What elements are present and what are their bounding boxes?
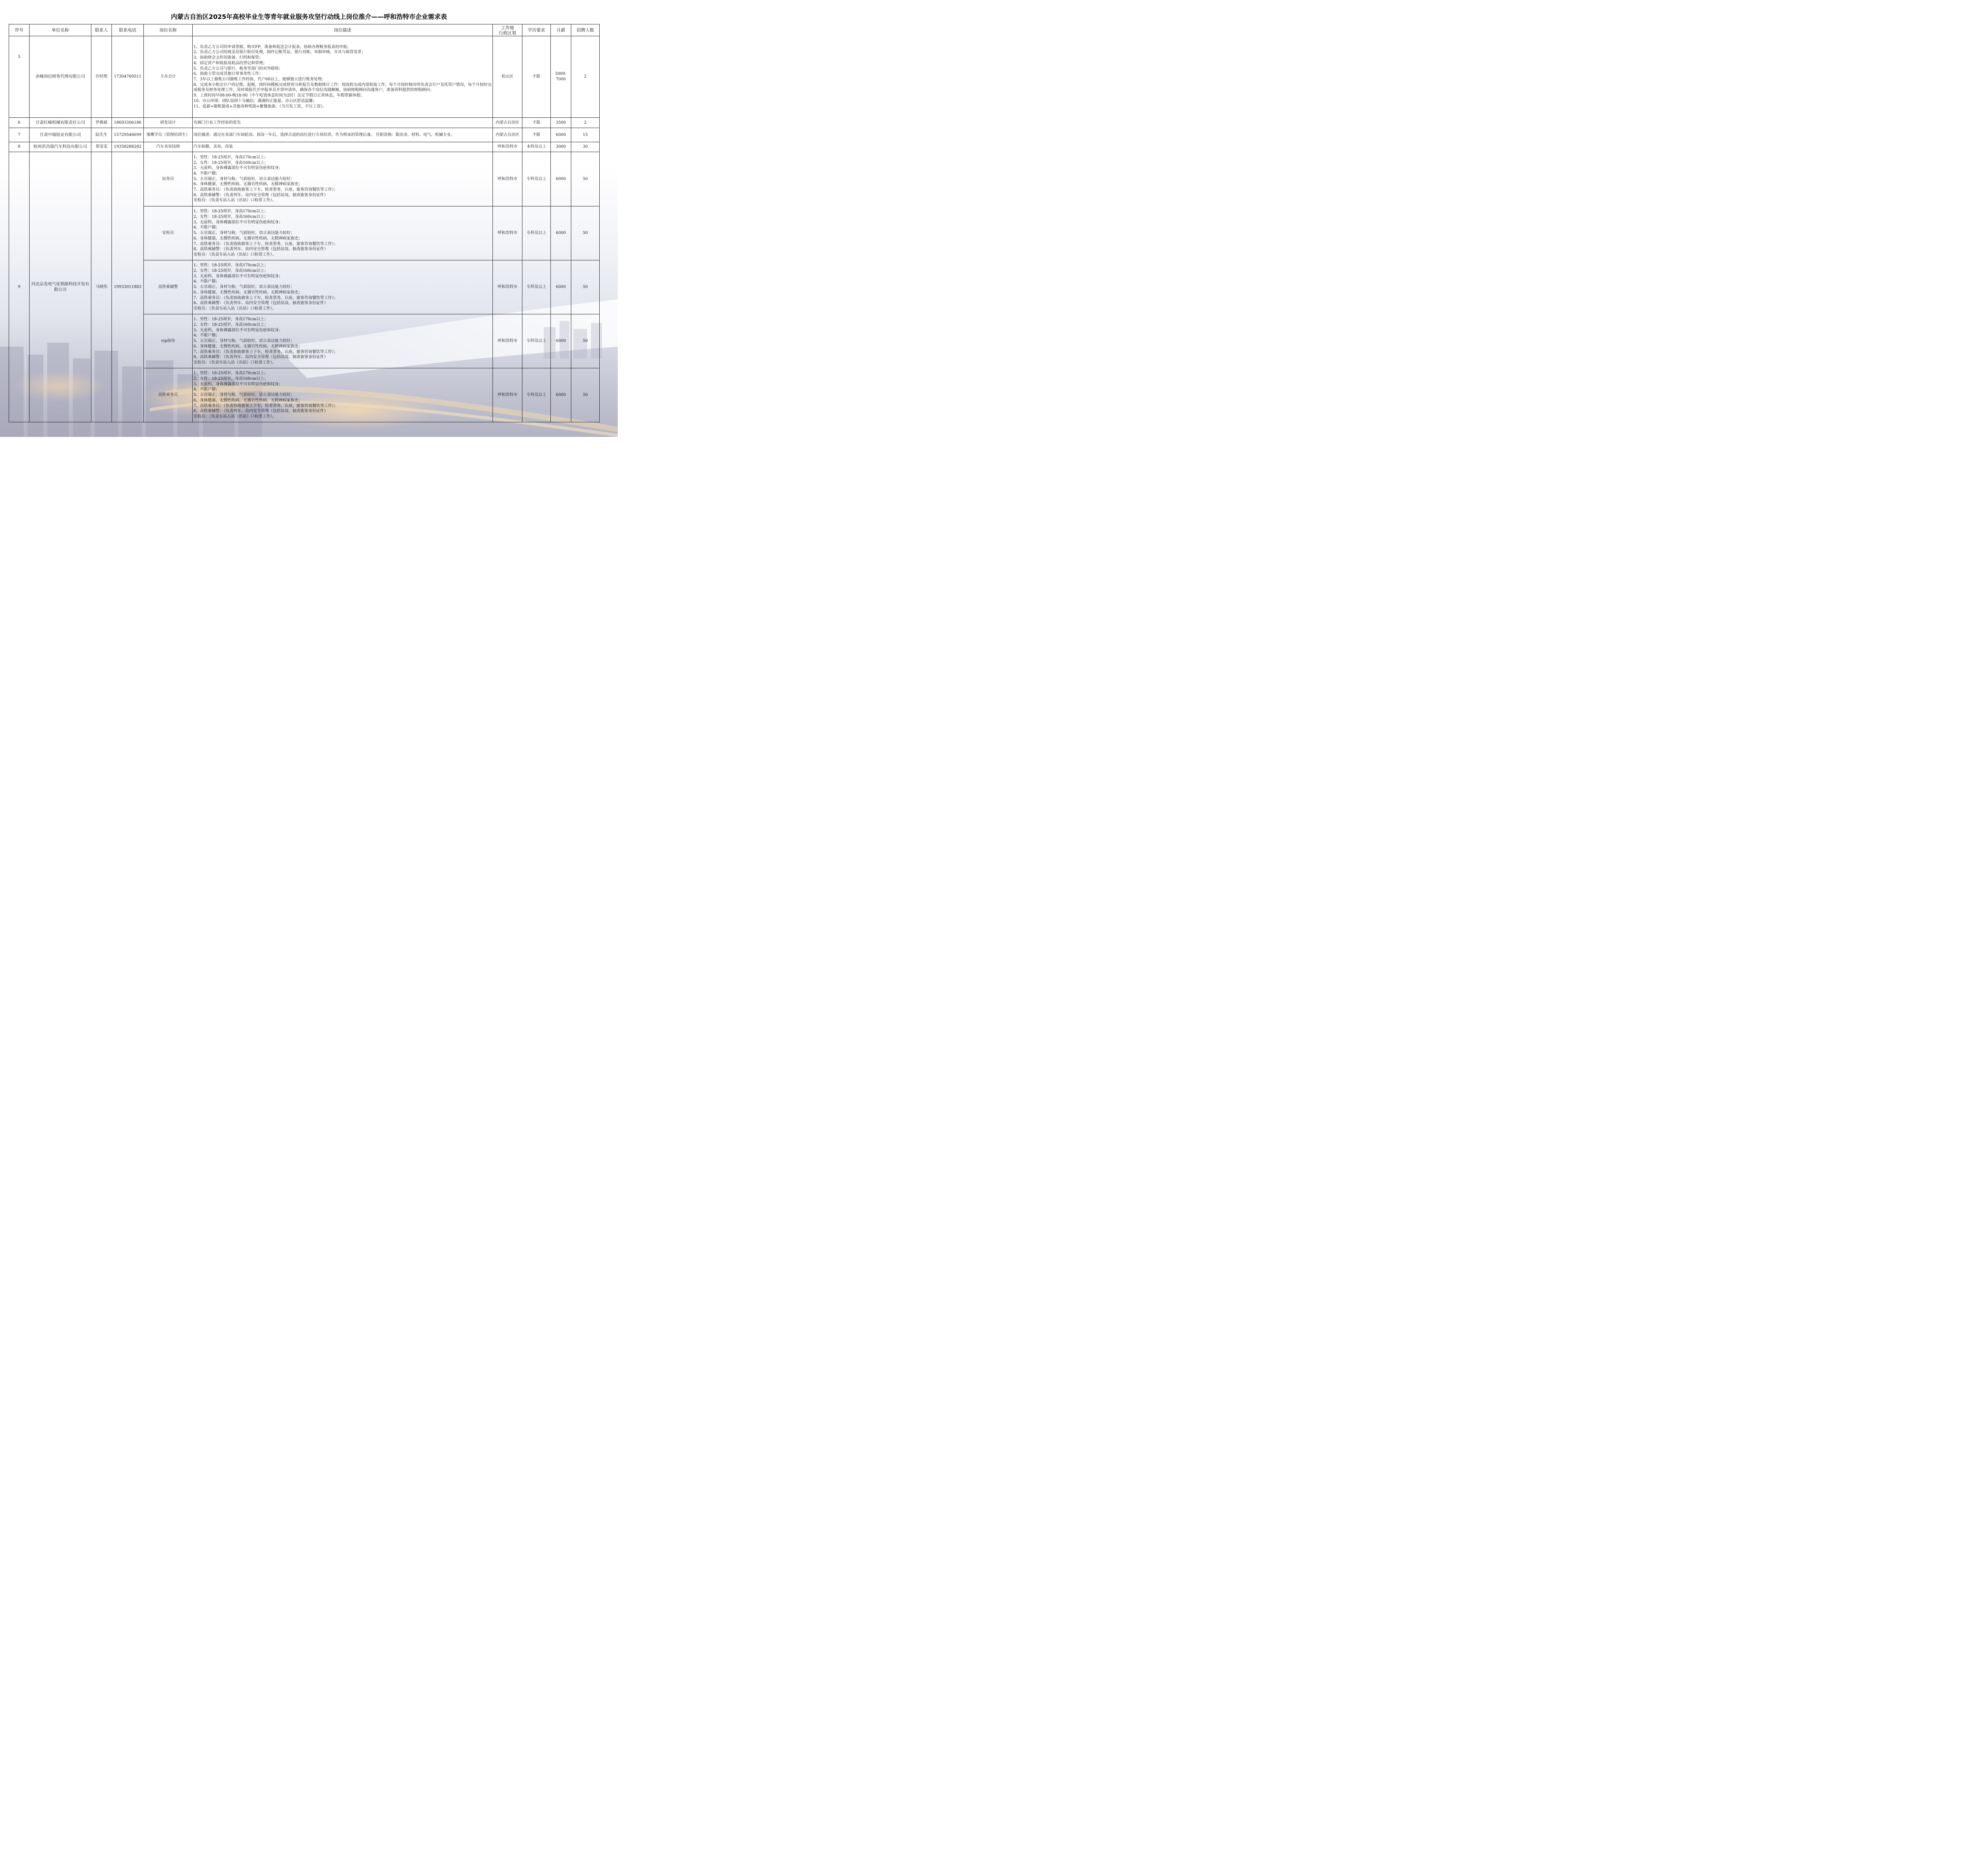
row-education: 不限 bbox=[522, 118, 551, 128]
row-description: 1、男性：18-25周岁，身高170cm以上； 2、女性：18-25周岁，身高160cm以上； 3、无前科，身体裸露部位不可有明显伤疤和纹身； 4、不限户籍； 5、五官端正，身材匀称，气质较好，语言表达能力较好； 6、身体健康，无慢性疾病、无器官性疾病、无精神病家族史； 7、高铁乘务员：（负责协助旅客上下车，检查票务，认座，旅客咨询餐饮等工作）； 8、高铁乘辅警：（负责列车、站内安全管理（包括站岗，抽查旅客身份证件） 安检员：（负责车站入站（出站）口检票工作）。 bbox=[193, 260, 493, 314]
table-row bbox=[9, 118, 600, 128]
row-count: 50 bbox=[571, 152, 600, 206]
row-count: 2 bbox=[571, 36, 600, 118]
row-description: 1、男性：18-25周岁，身高170cm以上； 2、女性：18-25周岁，身高160cm以上； 3、无前科，身体裸露部位不可有明显伤疤和纹身； 4、不限户籍； 5、五官端正，身材匀称，气质较好，语言表达能力较好； 6、身体健康，无慢性疾病、无器官性疾病、无精神病家族史； 7、高铁乘务员：（负责协助旅客上下车，检查票务，认座，旅客咨询餐饮等工作）； 8、高铁乘辅警：（负责列车、站内安全管理（包括站岗，抽查旅客身份证件） 安检员：（负责车站入站（出站）口检票工作）。 bbox=[193, 152, 493, 206]
row-phone: 18693306186 bbox=[112, 118, 144, 128]
row-salary: 6000 bbox=[551, 128, 571, 142]
row-phone: 17304769511 bbox=[112, 36, 144, 118]
row-area: 呼和浩特市 bbox=[493, 314, 522, 368]
row-education: 专科及以上 bbox=[522, 368, 551, 422]
header-description: 岗位描述 bbox=[193, 24, 493, 36]
row-education: 不限 bbox=[522, 128, 551, 142]
row-count: 50 bbox=[571, 314, 600, 368]
row-count: 50 bbox=[571, 260, 600, 314]
header-no: 序号 bbox=[9, 24, 30, 36]
row-company: 甘肃中瑞铝业有限公司 bbox=[30, 128, 91, 142]
row-count: 2 bbox=[571, 118, 600, 128]
row-no: 6 bbox=[9, 118, 30, 128]
page-title: 内蒙古自治区2025年高校毕业生等青年就业服务攻坚行动线上岗位推介——呼和浩特市企业需求表 bbox=[171, 13, 447, 20]
row-salary: 3000 bbox=[551, 142, 571, 152]
row-count: 50 bbox=[571, 206, 600, 260]
header-area: 工作地 行政区划 bbox=[493, 24, 522, 36]
row-position: 高铁乘务员 bbox=[144, 368, 193, 422]
row-contact: 陆先生 bbox=[91, 128, 112, 142]
row-count: 50 bbox=[571, 368, 600, 422]
row-position: 高铁乘辅警 bbox=[144, 260, 193, 314]
row-contact: 郑雯雯 bbox=[91, 142, 112, 152]
row-phone: 19358288282 bbox=[112, 142, 144, 152]
row-education: 专科及以上 bbox=[522, 206, 551, 260]
header-contact: 联系人 bbox=[91, 24, 112, 36]
row-count: 15 bbox=[571, 128, 600, 142]
row-education: 专科及以上 bbox=[522, 152, 551, 206]
row-no: 5 bbox=[9, 36, 30, 118]
row-area: 呼和浩特市 bbox=[493, 152, 522, 206]
row-area: 呼和浩特市 bbox=[493, 142, 522, 152]
row-contact: 许经理 bbox=[91, 36, 112, 118]
row-company: 河北京发电气化铁路科技开发有限公司 bbox=[30, 152, 91, 422]
row-company: 赤峰国信财务代理有限公司 bbox=[30, 36, 91, 118]
row-description: 岗位描述：通过在各部门车间轮岗、顶岗一年后，选择合适的岗位进行专项培养，作为将来的管理后备。 任职资格：限冶金、材料、电气、机械专业。 bbox=[193, 128, 493, 142]
row-count: 30 bbox=[571, 142, 600, 152]
row-education: 本科及以上 bbox=[522, 142, 551, 152]
row-salary: 5000- 7000 bbox=[551, 36, 571, 118]
table-row bbox=[9, 36, 600, 118]
row-no: 8 bbox=[9, 142, 30, 152]
row-position: 站务员 bbox=[144, 152, 193, 206]
row-area: 松山区 bbox=[493, 36, 522, 118]
row-description: 1、负责乙方公司的申请票据，购买FP，准备和报送会计报表，协助办理税务报表的申报； 2、负责乙方公司的现金及银行收付处理，制作记帐凭证，银行对帐，单据审核，开具与保管发票； 3、协助财会文件的准备、归档和保管； 4、固定资产和低值易耗品的登记和管理； 5、负责乙方公司与银行、税务等部门的对外联络； 6、协助主管完成其他日常事务性工作； 7、3年以上做账公司做账工作经验，代户60以上，能够独立进行账务处理； 8、完成本小组会计户的记账、报税，按时间模板完成财务分析报告及数据统计工作：按流程完成内部衔接工作，每个月按时核对所负责会计户及托管户情况，每个月按时完成税务及财务处理工作，及时填报代开申报单及开票申请单，确保各个岗位沟通顺畅，协助财税顾问沟通客户，准备资料提供给财税顾问； 9、上班时间早08:00-晚18:00（中午吃饭休息时间为2时）法定节假日正常休息，年假带薪休假； 10、办公环境：团队氛围十分融洽，满满的正能量、办公区舒适温馨； 11、底薪+做账提成+其他各种奖励+聚餐旅游。（当月发工资，不压工资）。 bbox=[193, 36, 493, 118]
row-area: 内蒙古自治区 bbox=[493, 128, 522, 142]
row-position: 雏鹰学员（管理培训生） bbox=[144, 128, 193, 142]
header-phone: 联系电话 bbox=[112, 24, 144, 36]
row-education: 专科及以上 bbox=[522, 314, 551, 368]
job-table bbox=[9, 24, 600, 422]
row-education: 专科及以上 bbox=[522, 260, 551, 314]
row-position: 主办会计 bbox=[144, 36, 193, 118]
row-area: 呼和浩特市 bbox=[493, 260, 522, 314]
row-position: vip接待 bbox=[144, 314, 193, 368]
row-description: 1、男性：18-25周岁，身高170cm以上； 2、女性：18-25周岁，身高160cm以上； 3、无前科，身体裸露部位不可有明显伤疤和纹身； 4、不限户籍； 5、五官端正，身材匀称，气质较好，语言表达能力较好； 6、身体健康，无慢性疾病、无器官性疾病、无精神病家族史； 7、高铁乘务员：（负责协助旅客上下车，检查票务，认座，旅客咨询餐饮等工作）； 8、高铁乘辅警：（负责列车、站内安全管理（包括站岗，抽查旅客身份证件） 安检员：（负责车站入站（出站）口检票工作）。 bbox=[193, 314, 493, 368]
row-contact: 马晓伟 bbox=[91, 152, 112, 422]
table-header-row bbox=[9, 24, 600, 36]
row-position: 汽车美容技师 bbox=[144, 142, 193, 152]
table-row bbox=[9, 152, 600, 206]
row-salary: 3500 bbox=[551, 118, 571, 128]
row-company: 杭州洪昌瑞汽车科技有限公司 bbox=[30, 142, 91, 152]
row-salary: 6000 bbox=[551, 260, 571, 314]
row-area: 内蒙古自治区 bbox=[493, 118, 522, 128]
table-row bbox=[9, 128, 600, 142]
row-description: 1、男性：18-25周岁，身高170cm以上； 2、女性：18-25周岁，身高160cm以上； 3、无前科，身体裸露部位不可有明显伤疤和纹身； 4、不限户籍； 5、五官端正，身材匀称，气质较好，语言表达能力较好； 6、身体健康，无慢性疾病、无器官性疾病、无精神病家族史； 7、高铁乘务员：（负责协助旅客上下车，检查票务，认座，旅客咨询餐饮等工作）； 8、高铁乘辅警：（负责列车、站内安全管理（包括站岗，抽查旅客身份证件） 安检员：（负责车站入站（出站）口检票工作）。 bbox=[193, 206, 493, 260]
row-description: 有阀门行业工作经验的优先 bbox=[193, 118, 493, 128]
header-count: 招聘人数 bbox=[571, 24, 600, 36]
row-area: 呼和浩特市 bbox=[493, 206, 522, 260]
header-salary: 月薪 bbox=[551, 24, 571, 36]
row-position: 安检员 bbox=[144, 206, 193, 260]
row-contact: 罗佛斌 bbox=[91, 118, 112, 128]
row-salary: 6000 bbox=[551, 368, 571, 422]
row-area: 呼和浩特市 bbox=[493, 368, 522, 422]
row-phone: 19933011883 bbox=[112, 152, 144, 422]
table-row bbox=[9, 142, 600, 152]
row-salary: 6000 bbox=[551, 314, 571, 368]
row-position: 研发设计 bbox=[144, 118, 193, 128]
row-salary: 6000 bbox=[551, 206, 571, 260]
row-description: 1、男性：18-25周岁，身高170cm以上； 2、女性：18-25周岁，身高160cm以上； 3、无前科，身体裸露部位不可有明显伤疤和纹身； 4、不限户籍； 5、五官端正，身材匀称，气质较好，语言表达能力较好； 6、身体健康，无慢性疾病、无器官性疾病、无精神病家族史； 7、高铁乘务员：（负责协助旅客上下车，检查票务，认座，旅客咨询餐饮等工作）； 8、高铁乘辅警：（负责列车、站内安全管理（包括站岗，抽查旅客身份证件） 安检员：（负责车站入站（出站）口检票工作）。 bbox=[193, 368, 493, 422]
row-no: 9 bbox=[9, 152, 30, 422]
header-position: 岗位名称 bbox=[144, 24, 193, 36]
row-no: 7 bbox=[9, 128, 30, 142]
row-description: 汽车贴膜，美容，改装 bbox=[193, 142, 493, 152]
header-education: 学历要求 bbox=[522, 24, 551, 36]
header-company: 单位名称 bbox=[30, 24, 91, 36]
row-salary: 6000 bbox=[551, 152, 571, 206]
row-phone: 15729546699 bbox=[112, 128, 144, 142]
row-education: 不限 bbox=[522, 36, 551, 118]
row-company: 甘肃红峰机械有限责任公司 bbox=[30, 118, 91, 128]
